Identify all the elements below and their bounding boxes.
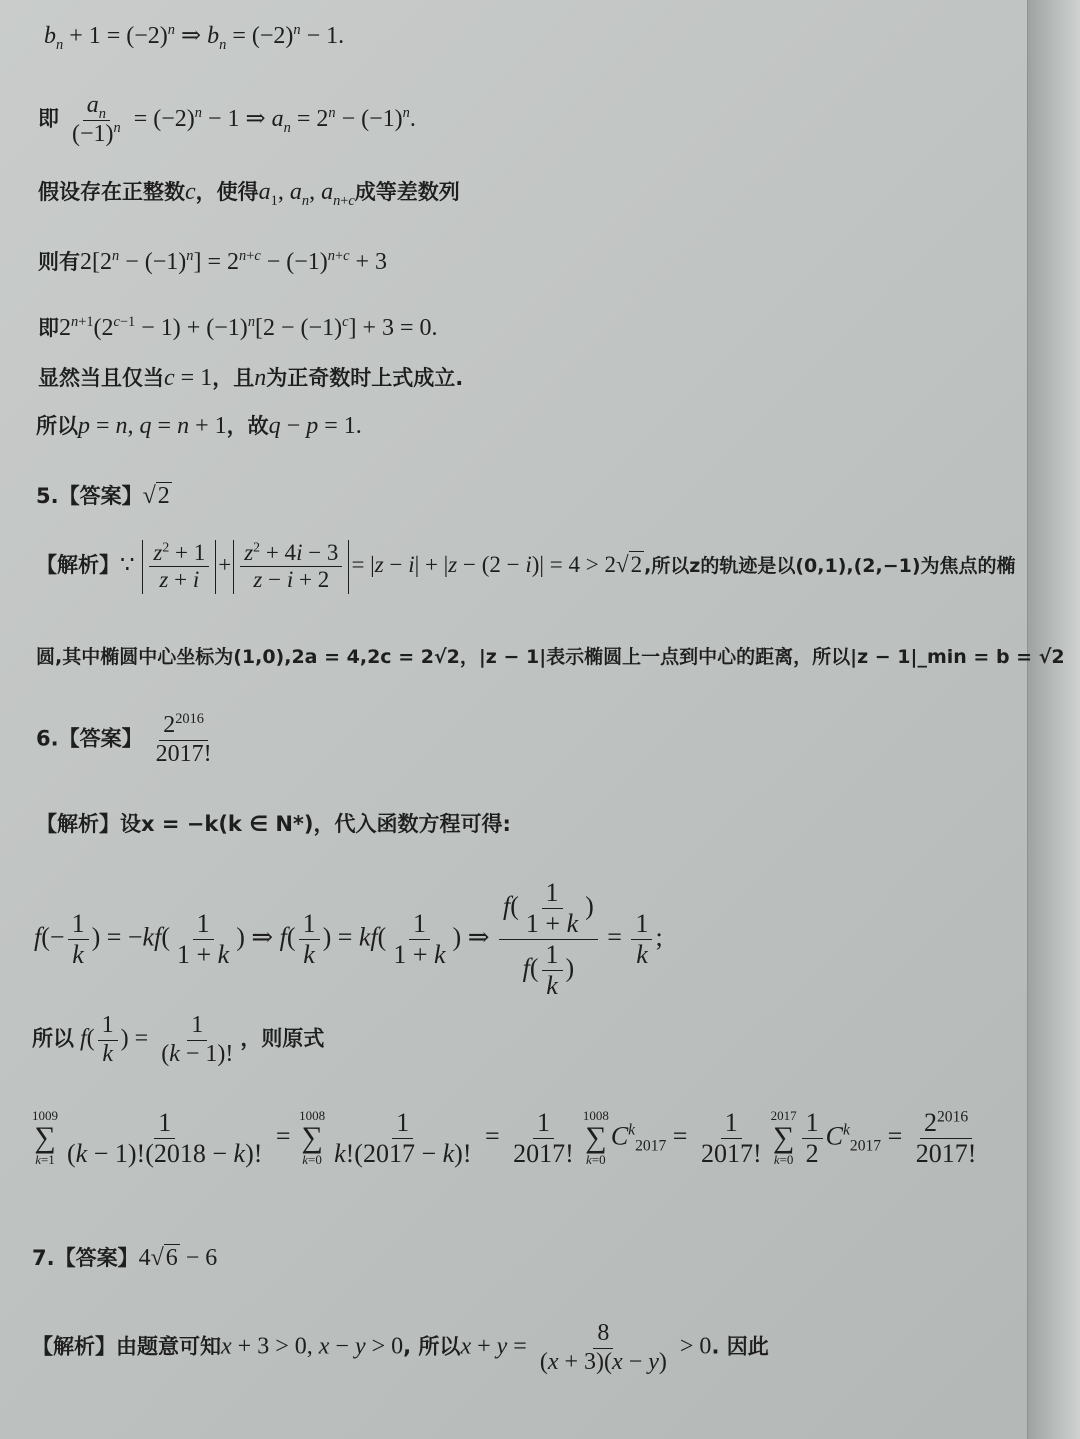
line-then: 则有$2[2^n - (-1)^n] = 2^{n+c} - (-1)^{n+c} + 3$ <box>38 248 388 275</box>
eq-an: = $(-2)^n - 1$ ⇒ $a_n = 2^n - (-1)^n$. <box>133 104 416 136</box>
eq-bn: $b_n + 1 = (-2)^n$ ⇒ $b_n = (-2)^n - 1$. <box>44 22 345 53</box>
line-condition: 显然当且仅当c = 1，且n为正奇数时上式成立. <box>38 365 464 391</box>
line-conclusion: 所以p = n, q = n + 1，故q − p = 1. <box>36 413 362 439</box>
q5-analysis-line1: 【解析】∵ $\frac{z^2 + 1}{z + i}$ + $\frac{z^2 + 4i - 3}{z - i + 2}$ = |z − i| + |z − (2 − i)| = 4 > 2√2 ,所以z的轨迹是以(0,1),(2,−1)为焦点的椭 <box>36 539 1016 593</box>
q6-sum: 1009 ∑ k=1 $\frac{1}{(k - 1)!(2018 - k)!}$ = 1008 ∑ k=0 $\frac{1}{k!(2017 - k)!}$ = $\frac{1}{2017!}$ 1008 ∑ k=0 $C^k_{2017}$ = $\frac{1}{2017!}$ 2017 ∑ k=0 $\frac{1}{2}$ $C^k_{2017}$ = $\frac{2^{2016}}{2017!}$ <box>32 1108 977 1168</box>
q7-answer: 7.【答案】4√6 − 6 <box>32 1245 218 1271</box>
line-equation: 即$2^{n+1}(2^{c-1} - 1) + (-1)^n[2 - (-1)^c] + 3 = 0$. <box>38 314 438 341</box>
q6-so: 所以 f( $\frac{1}{k}$ ) = $\frac{1}{(k - 1)!}$ ，则原式 <box>32 1012 325 1067</box>
q5-analysis-line2: 圆,其中椭圆中心坐标为(1,0),2a = 4,2c = 2√2，|z − 1|表示椭圆上一点到中心的距离，所以|z − 1|_min = b = √2 <box>36 646 1065 668</box>
line-an-formula <box>38 92 416 148</box>
page-edge <box>1027 0 1080 1439</box>
line-assumption: 假设存在正整数c，使得$a_1$, $a_n$, $a_{n+c}$成等差数列 <box>38 179 460 209</box>
q6-functional-equation: f(− $\frac{1}{k}$ ) = −kf( $\frac{1}{1 + k}$ ) ⇒ f( $\frac{1}{k}$ ) = kf( $\frac{1}{1 + k}$ ) ⇒ f( $\frac{1}{1 + k}$ ) f( $\frac{1}{k}$ ) = $\frac{1}{k}$ ; <box>34 878 663 1000</box>
q6-analysis: 【解析】设x = −k(k ∈ N*)，代入函数方程可得: <box>36 812 511 836</box>
fraction-an-over-neg1: $\frac{a_n}{(-1)^n}$ <box>72 92 121 147</box>
q6-answer: 6.【答案】 $\frac{2^{2016}}{2017!}$ <box>36 711 212 767</box>
line-bn-recurrence <box>44 22 344 51</box>
q7-analysis: 【解析】由题意可知x + 3 > 0, x − y > 0, 所以x + y = $\frac{8}{(x + 3)(x - y)}$ > 0. 因此 <box>32 1320 769 1375</box>
prefix-ji: 即 <box>38 106 59 131</box>
q5-answer: 5.【答案】√2 <box>36 483 170 509</box>
